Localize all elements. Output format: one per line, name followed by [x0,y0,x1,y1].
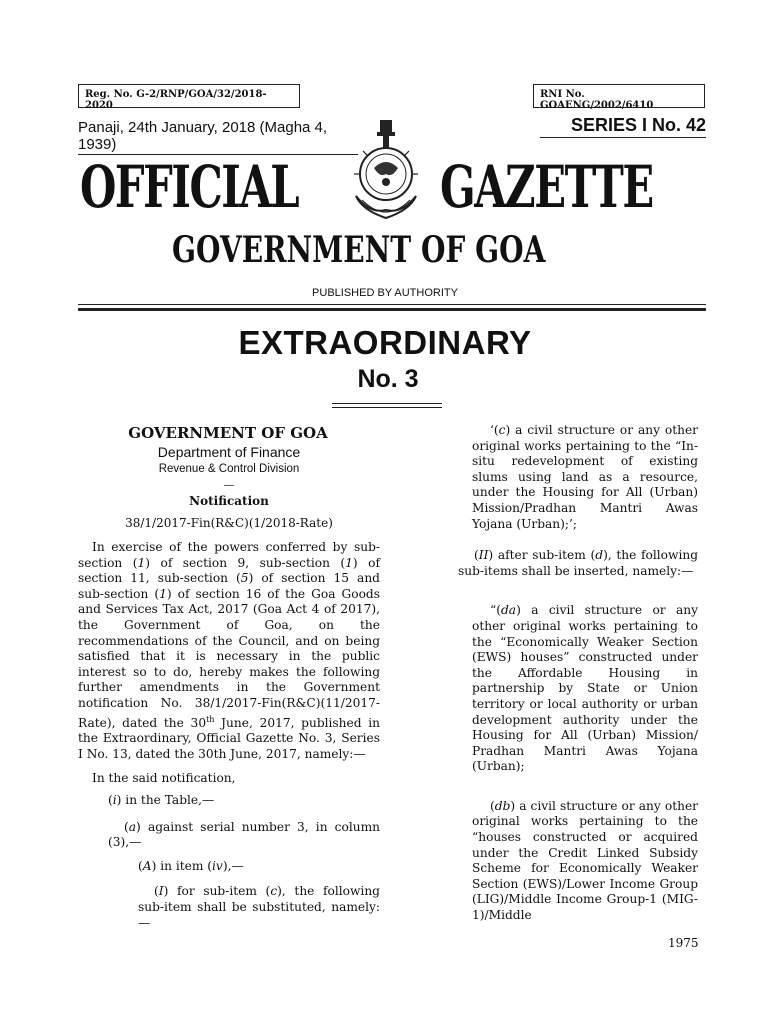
item-text: ) for sub-item ( [163,884,271,899]
item-text: a [128,819,137,834]
sub-item-text: db [494,798,511,813]
left-heading: GOVERNMENT OF GOA [128,424,328,442]
notification-heading: Notification [189,494,269,508]
item-text: ) in the Table,— [116,792,215,807]
preamble-text: 1 [137,555,146,570]
reg-number-box [78,84,300,111]
item-a [78,820,380,851]
notification-reference: 38/1/2017-Fin(R&C)(1/2018-Rate) [125,516,333,530]
sub-item-text: ) a civil structure or any other original works pertaining to the “In-situ redevelopment of existing slums using land as a resource, under the Housing for All (Urban) Mission/Pradhan Mantri Awas Yojana (Urban);’; [472,423,698,531]
sub-item-text: ( [490,798,495,813]
item-text: A [142,858,152,873]
item-text: c [270,884,278,899]
said-notification-line: In the said notification, [92,771,236,786]
preamble-text: June, 2017, published in the Extraordinary, Official Gazette No. 3, Series I No. 13, dated the 30th June, 2017, namely:— [78,715,381,761]
item-text: ( [124,819,129,834]
heading-dash: — [224,480,234,491]
number-rule-1 [332,403,442,404]
preamble-text: ) of section 9, sub-section ( [145,555,346,570]
item-text: I [158,884,164,899]
item-text: ),— [222,858,244,873]
sub-item-text: ) after sub-item ( [488,548,596,563]
sub-item-II [458,548,698,579]
left-column [78,424,380,931]
preamble-text: 1 [159,586,167,601]
right-column [458,423,698,924]
sub-item-text: ‘( [490,423,499,437]
sub-item-text: II [478,548,489,563]
preamble-paragraph [78,540,380,762]
item-I [78,884,380,931]
department-name: Department of Finance [157,444,301,460]
preamble-text: ) of section 15 and sub-section ( [78,571,380,601]
header-rule-bottom [78,308,706,311]
series-number: SERIES I No. 42 [540,115,706,138]
extraordinary-number: No. 3 [357,365,419,393]
sub-item-da [458,603,698,775]
preamble-text: In exercise of the powers conferred by sub-section ( [78,540,380,570]
date-line: Panaji, 24th January, 2018 (Magha 4, 1939) [78,119,358,155]
published-by-authority: PUBLISHED BY AUTHORITY [312,287,458,299]
rni-number: RNI No. GOAENG/2002/6410 [540,89,654,111]
item-text: ), the following sub-item shall be substituted, namely:— [138,884,380,930]
preamble-text: ) of section 16 of the Goa Goods and Services Tax Act, 2017 (Goa Act 4 of 2017), the Government of Goa, on the recommendations of the Council, and on being satisfied that it is necessary in the public interest so to do, hereby makes the following further amendments in the Government notification No. 38/1/2017-Fin(R&C)(11/2017-Rate), dated the 30 [78,586,380,730]
sub-item-text: ( [474,548,479,563]
preamble-text: ) of section 11, sub-section ( [78,555,380,586]
item-text: ) in item ( [151,858,213,873]
masthead-official: OFFICIAL [80,153,299,221]
header-rule-top [78,304,706,305]
masthead-gazette: GAZETTE [440,153,653,221]
item-text: iv [212,858,223,873]
sub-item-text: da [501,603,517,618]
sub-item-text: ), the following sub-items shall be inserted, namely:— [458,548,698,578]
item-i [78,793,380,809]
preamble-text: 1 [345,555,353,570]
sub-item-text: d [595,548,604,563]
preamble-text: 5 [240,571,249,586]
sub-item-c [458,423,698,532]
sub-item-text: ) a civil structure or any other original works pertaining to the “houses constructed or acquired under the Credit Linked Subsidy Scheme for Economically Weaker Section (EWS)/Lower Income Group (LIG)/Middle Income Group-1 (MIG-1)/Middle [472,798,698,923]
division-name: Revenue & Control Division [158,463,300,475]
preamble-text: th [206,714,215,724]
item-text: i [112,792,117,807]
number-rule-2 [332,407,442,408]
sub-item-text: ) a civil structure or any other original works pertaining to the “Economically Weaker Section (EWS) houses” constructed under the Affordable Housing in partnership by State or Union territory or local authority or urban development authority under the Housing for All (Urban) Mission/ Pradhan Mantri Awas Yojana (Urban); [472,603,698,774]
rni-number-box [533,84,705,111]
masthead-subtitle: GOVERNMENT OF GOA [172,229,546,271]
sub-item-text: “( [490,603,501,618]
goa-state-emblem-icon [340,118,432,226]
item-text: ) against serial number 3, in column (3),— [108,819,380,850]
page-number: 1975 [668,936,699,950]
item-A [78,859,380,875]
item-text: ( [154,884,159,899]
item-text: ( [108,792,113,807]
reg-number: Reg. No. G-2/RNP/GOA/32/2018-2020 [85,89,267,111]
sub-item-text: c [498,423,506,437]
extraordinary-title: EXTRAORDINARY [238,324,532,361]
sub-item-db [458,799,698,924]
item-text: ( [138,858,143,873]
